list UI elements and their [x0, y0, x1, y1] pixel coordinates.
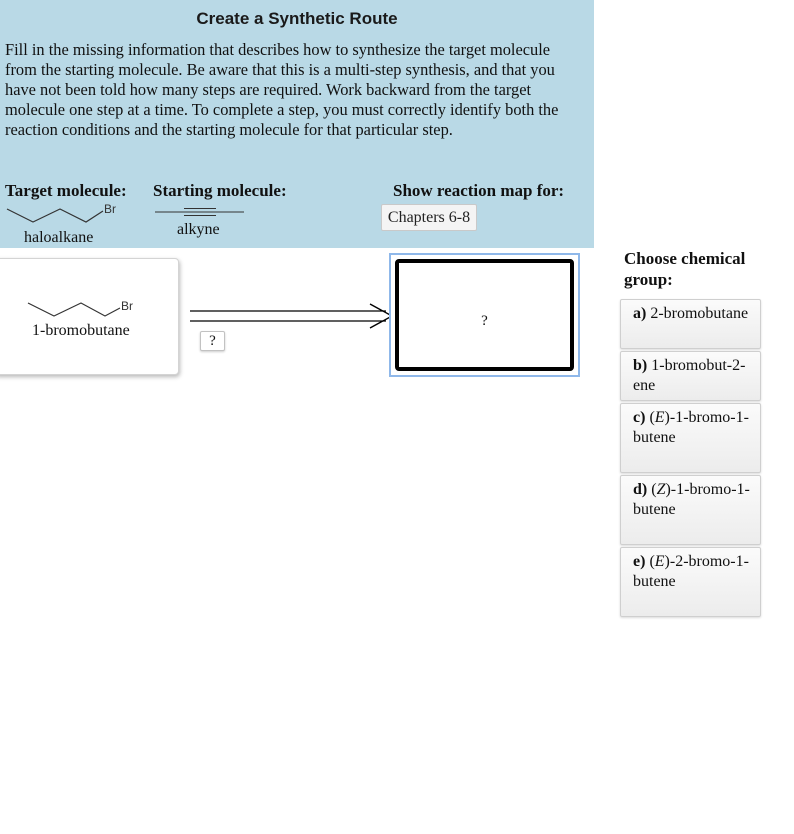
- option-letter: b): [633, 357, 648, 374]
- option-stereo: Z: [656, 481, 666, 498]
- instructions-text: Fill in the missing information that describes how to synthesize the target molecule from the starting molecule. Be aware that this is a multi-step synthesis, and that you have not been told how many steps are required. Work backward from the target molecule one step at a time. To complete a step, you must correctly identify both the reaction conditions and the starting molecule for that particular step.: [5, 40, 559, 139]
- chapters-6-8-button[interactable]: Chapters 6-8: [381, 204, 477, 231]
- option-text: -2-bromo-1-butene: [633, 553, 749, 590]
- reaction-conditions-button[interactable]: ?: [200, 331, 225, 351]
- option-text: -1-bromo-1-butene: [633, 409, 749, 446]
- starting-group-name: alkyne: [177, 221, 220, 238]
- option-b-1-bromobut-2-ene[interactable]: [620, 351, 761, 401]
- target-molecule-label: Target molecule:: [5, 181, 127, 200]
- instructions-panel: [0, 0, 594, 248]
- option-letter: d): [633, 481, 648, 498]
- target-group-name: haloalkane: [24, 229, 94, 246]
- target-molecule-structure: [0, 198, 130, 228]
- option-stereo: E: [654, 553, 665, 570]
- target-bromine-label: Br: [104, 202, 116, 216]
- option-text: 2-bromobutane: [650, 305, 749, 322]
- option-letter: c): [633, 409, 646, 426]
- option-letter: a): [633, 305, 647, 322]
- starting-molecule-label: Starting molecule:: [153, 181, 287, 200]
- target-compound-slot[interactable]: [389, 253, 580, 377]
- compound-bromine-label: Br: [121, 299, 133, 313]
- starting-compound-card: [0, 258, 179, 375]
- starting-molecule-structure: [150, 204, 250, 220]
- starting-compound-name: 1-bromobutane: [32, 322, 130, 339]
- option-text: -1-bromo-1-butene: [633, 481, 750, 518]
- option-letter: e): [633, 553, 646, 570]
- option-c-e-1-bromo-1-butene[interactable]: c) (E)-1-bromo-1-butene: [620, 403, 761, 473]
- reaction-arrow: [188, 302, 398, 332]
- option-d-z-1-bromo-1-butene[interactable]: d) (Z)-1-bromo-1-butene: [620, 475, 761, 545]
- option-e-e-2-bromo-1-butene[interactable]: e) (E)-2-bromo-1-butene: [620, 547, 761, 617]
- choose-group-label: Choose chemical group:: [624, 249, 746, 289]
- reaction-map-label: Show reaction map for:: [393, 181, 565, 200]
- option-stereo: E: [654, 409, 665, 426]
- page-title: Create a Synthetic Route: [196, 9, 398, 28]
- option-a-2-bromobutane[interactable]: [620, 299, 761, 349]
- target-compound-placeholder: ?: [481, 313, 488, 329]
- option-text: 1-bromobut-2-ene: [633, 357, 746, 394]
